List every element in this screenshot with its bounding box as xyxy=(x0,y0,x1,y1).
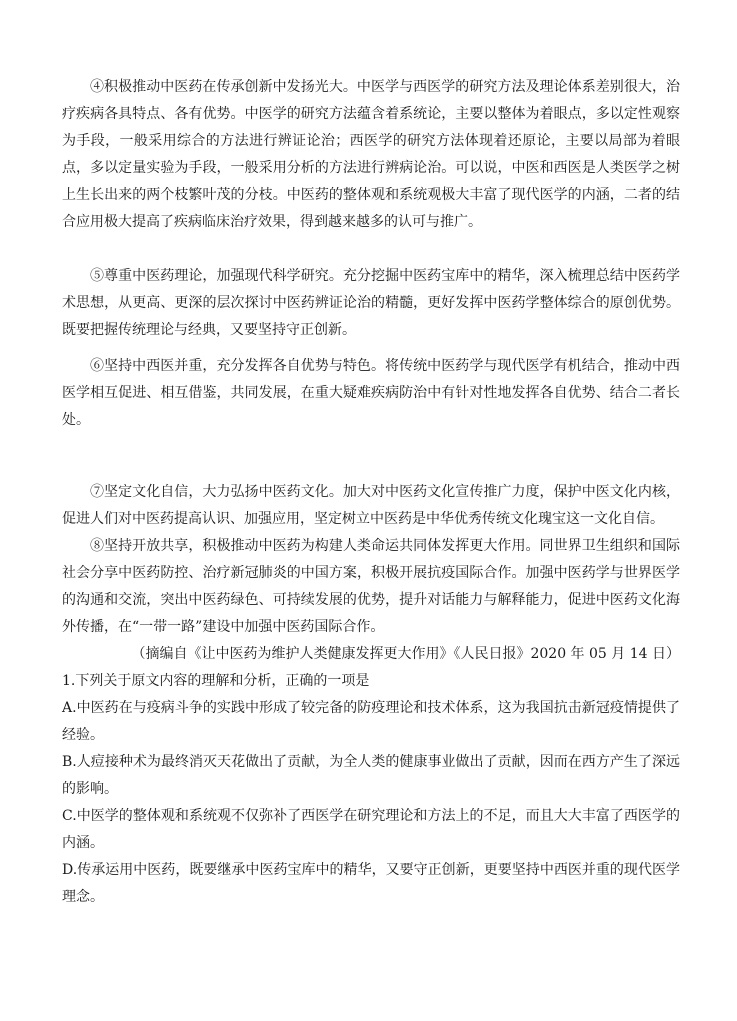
question-stem: 1.下列关于原文内容的理解和分析，正确的一项是 xyxy=(62,673,370,689)
paragraph-7: ⑦坚定文化自信，大力弘扬中医药文化。加大对中医药文化宣传推广力度，保护中医文化内核，促进人们对中医药提高认识、加强应用，坚定树立中医药是中华优秀传统文化瑰宝这一文化自信。 xyxy=(62,484,680,527)
option-b: B.人痘接种术为最终消灭天花做出了贡献，为全人类的健康事业做出了贡献，因而在西方产生了深远的影响。 xyxy=(62,754,680,797)
option-c: C.中医学的整体观和系统观不仅弥补了西医学在研究理论和方法上的不足，而且大大丰富了西医学的内涵。 xyxy=(62,808,680,851)
paragraph-6: ⑥坚持中西医并重，充分发挥各自优势与特色。将传统中医药学与现代医学有机结合，推动中西医学相互促进、相互借鉴，共同发展，在重大疑难疾病防治中有针对性地发挥各自优势、结合二者长处。 xyxy=(62,358,680,428)
option-a: A.中医药在与疫病斗争的实践中形成了较完备的防疫理论和技术体系，这为我国抗击新冠疫情提供了经验。 xyxy=(62,700,680,743)
option-d: D.传承运用中医药，既要继承中医药宝库中的精华，又要守正创新，更要坚持中西医并重的现代医学理念。 xyxy=(62,862,680,905)
paragraph-8: ⑧坚持开放共享，积极推动中医药为构建人类命运共同体发挥更大作用。同世界卫生组织和国际社会分享中医药防控、治疗新冠肺炎的中国方案，积极开展抗疫国际合作。加强中医药学与世界医学的沟通和交流，突出中医药绿色、可持续发展的优势，提升对话能力与解释能力，促进中医药文化海外传播，在“一带一路”建设中加强中医药国际合作。 xyxy=(62,538,680,635)
source-citation: （摘编自《让中医药为维护人类健康发挥更大作用》《人民日报》2020 年 05 月 14 日） xyxy=(131,646,680,662)
paragraph-5: ⑤尊重中医药理论，加强现代科学研究。充分挖掘中医药宝库中的精华，深入梳理总结中医药学术思想，从更高、更深的层次探讨中医药辨证论治的精髓，更好发挥中医药学整体综合的原创优势。既要把握传统理论与经典，又要坚持守正创新。 xyxy=(62,268,680,338)
paragraph-4: ④积极推动中医药在传承创新中发扬光大。中医学与西医学的研究方法及理论体系差别很大，治疗疾病各具特点、各有优势。中医学的研究方法蕴含着系统论，主要以整体为着眼点，多以定性观察为手段，一般采用综合的方法进行辨证论治；西医学的研究方法体现着还原论，主要以局部为着眼点，多以定量实验为手段，一般采用分析的方法进行辨病论治。可以说，中医和西医是人类医学之树上生长出来的两个枝繁叶茂的分枝。中医药的整体观和系统观极大丰富了现代医学的内涵，二者的结合应用极大提高了疾病临床治疗效果，得到越来越多的认可与推广。 xyxy=(62,79,680,230)
